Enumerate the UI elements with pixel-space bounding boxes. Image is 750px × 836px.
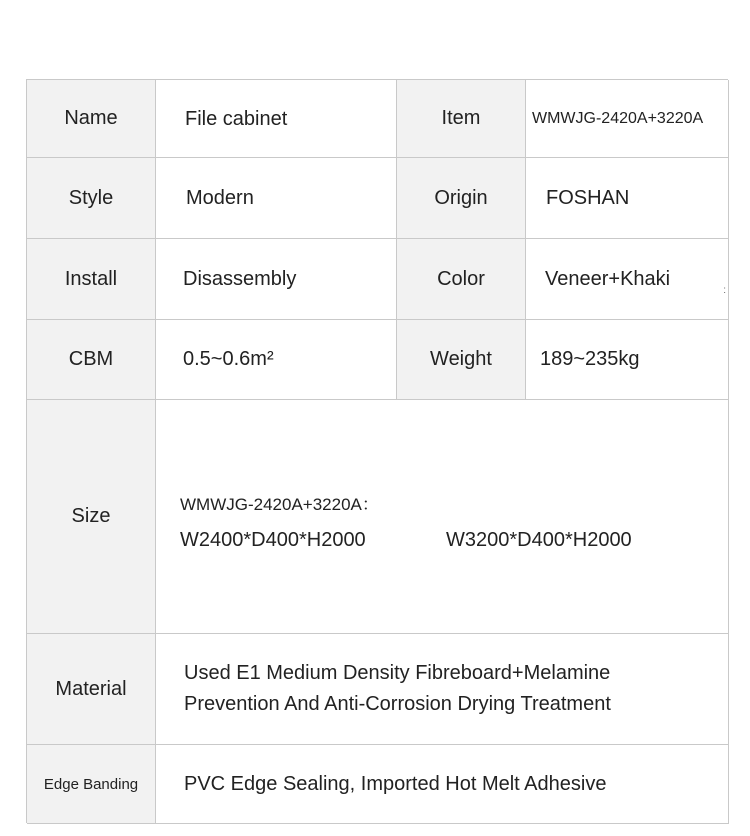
install-label-text: Install	[64, 267, 118, 290]
item-label	[397, 80, 526, 158]
weight-value	[526, 320, 729, 400]
size-dimension-1: W2400*D400*H2000	[180, 529, 366, 551]
weight-label-text: Weight	[430, 348, 492, 370]
edge-banding-value	[156, 745, 729, 824]
material-line-1: Used E1 Medium Density Fibreboard+Melamine	[184, 662, 611, 684]
install-value	[156, 239, 397, 320]
cbm-label	[27, 320, 156, 400]
origin-label-text: Origin	[434, 186, 488, 209]
edge-banding-label-text: Edge Banding	[43, 775, 139, 793]
edge-banding-label	[27, 745, 156, 824]
style-label-text: Style	[68, 186, 114, 209]
name-label-text: Name	[64, 107, 118, 129]
material-line-2: Prevention And Anti-Corrosion Drying Treatment	[184, 693, 611, 715]
item-value	[526, 80, 729, 158]
name-label	[27, 80, 156, 158]
weight-value-text: 189~235kg	[540, 348, 640, 370]
cbm-value	[156, 320, 397, 400]
name-value-text: File cabinet	[185, 108, 288, 130]
size-value	[156, 400, 729, 634]
item-value-text: WMWJG-2420A+3220A	[532, 109, 704, 127]
color-value	[526, 239, 729, 320]
color-value-text: Veneer+Khaki	[545, 267, 671, 290]
cbm-value-text: 0.5~0.6m²	[183, 348, 274, 370]
material-label-text: Material	[55, 677, 127, 700]
size-details	[180, 490, 632, 552]
size-label	[27, 400, 156, 634]
cbm-label-text: CBM	[68, 348, 114, 370]
install-label	[27, 239, 156, 320]
style-label	[27, 158, 156, 239]
weight-label	[397, 320, 526, 400]
material-value	[156, 634, 729, 745]
origin-value	[526, 158, 729, 239]
material-text	[184, 658, 611, 720]
style-value-text: Modern	[186, 186, 254, 209]
origin-value-text: FOSHAN	[546, 186, 630, 209]
color-label	[397, 239, 526, 320]
stray-mark: :	[723, 285, 726, 296]
style-value	[156, 158, 397, 239]
origin-label	[397, 158, 526, 239]
size-dimension-2: W3200*D400*H2000	[446, 529, 632, 551]
size-model: WMWJG-2420A+3220A：	[180, 495, 379, 514]
install-value-text: Disassembly	[183, 267, 297, 290]
spec-table	[26, 79, 728, 823]
color-label-text: Color	[437, 267, 485, 290]
material-label	[27, 634, 156, 745]
size-dimensions	[180, 529, 632, 552]
item-label-text: Item	[441, 107, 481, 129]
name-value	[156, 80, 397, 158]
edge-banding-value-text: PVC Edge Sealing, Imported Hot Melt Adhesive	[184, 772, 607, 795]
size-label-text: Size	[71, 505, 111, 527]
